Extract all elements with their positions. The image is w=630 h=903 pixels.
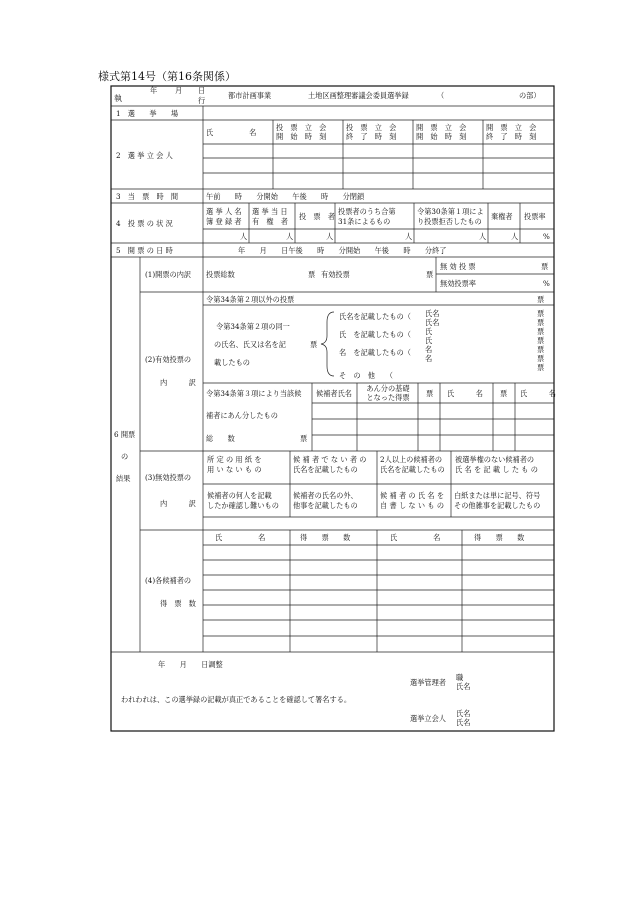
row2-col-count-start-1: 開 票 立 会 [416,123,467,132]
row3-label: 3 当 票 時 間 [116,192,179,201]
row4-h4b: 31条によるもの [338,217,391,226]
invalid-bottom-2b: 他事を記載したもの [293,501,358,510]
invalid-bottom-3a: 候 補 者 の 氏 名 を [380,491,445,500]
footer-adjust-date: 年 月 日調整 [158,660,223,669]
invalid-bottom-2a: 候補者の氏名の外、 [293,491,358,500]
invalid-bottom-4a: 白紙または単に記号、符号 [454,491,541,500]
vote-unit-1: 票 [537,309,545,318]
row1-label: 1 選 挙 場 [116,109,179,118]
row4-h5b: り投票拒否したもの [417,217,482,226]
row4-h2b: 有 権 者 [252,217,288,226]
row3-value: 午前 時 分開始 午後 時 分閉鎖 [206,192,365,201]
invalid-top-4a: 被選挙権のない候補者の [455,455,535,464]
candidates-th-name-2: 氏 名 [390,533,441,542]
candidates-th-votes-1: 得 票 数 [300,533,351,542]
invalid-top-4b: 氏 名 を 記 載 し た も の [455,465,538,474]
brace-item-4: そ の 他 （ [339,371,393,380]
valid-breakdown-label-1: (2)有効投票の [145,355,192,364]
name-entry-3: 氏 [425,327,433,336]
row5-value: 年 月 日午後 時 分開始 午後 時 分終了 [238,246,447,255]
invalid-bottom-1a: 候補者の何人を記載 [207,491,272,500]
row4-unit4: 人 [405,232,413,241]
section6-label-1: 6 開票 [114,430,136,439]
brace-item-2: 氏 を記載したもの（ [339,330,411,339]
breakdown-invalid: 無 効 投 票 [440,262,476,271]
header-project: 都市計画事業 [228,91,272,100]
name-entry-2: 氏名 [425,318,440,327]
header-gyo: 行 [198,96,206,105]
row2-col-voting-end-2: 終 了 時 刻 [346,132,397,141]
prorated-line-1: 令第34条第３項により当該候 [206,389,302,398]
row2-col-count-end-1: 開 票 立 会 [486,123,537,132]
valid-other-than-unit: 票 [537,295,545,304]
prorated-th-unit: 票 [426,389,434,398]
prorated-total-unit: 票 [300,434,308,443]
invalid-top-2a: 候 補 者 で な い 者 の [293,455,367,464]
prorated-th-name-1: 氏 名 [447,389,483,398]
outer-frame [111,86,554,731]
breakdown-valid-unit: 票 [426,270,434,279]
header-paren: （ [437,91,445,100]
invalid-top-1b: 用 い な い も の [207,465,262,474]
name-entry-1: 氏名 [425,309,440,318]
vote-unit-6: 票 [537,354,545,363]
vote-unit-5: 票 [537,345,545,354]
row4-unit3: 人 [326,232,334,241]
name-entry-4: 氏 [425,336,433,345]
prorated-th-name-2: 氏 名 [520,389,556,398]
row4-unit7: % [543,232,550,241]
invalid-top-3a: 2人以上の候補者の [380,455,443,464]
valid-other-than: 令第34条第２項以外の投票 [206,295,295,304]
prorated-total: 総 数 [206,434,235,443]
vote-unit-4: 票 [537,336,545,345]
candidates-label-2: 得 票 数 [160,599,196,608]
header-record-title: 土地区画整理審議会委員選挙録 [308,91,409,100]
prorated-line-2: 補者にあん分したもの [206,411,278,420]
row4-unit5: 人 [479,232,487,241]
footer-statement: われわれは、この選挙録の記載が真正であることを確認して署名する。 [121,695,352,704]
row5-label: 5 開 票 の 日 時 [116,246,173,255]
row2-col-voting-start-2: 開 始 時 刻 [276,132,327,141]
footer-witness-name-1: 氏名 [456,709,471,718]
footer-witness-name-2: 氏名 [456,718,471,727]
breakdown-percent-unit: % [543,279,550,288]
header-month: 月 [175,86,183,95]
prorated-th-basis: あん分の基礎 となった得票 [366,384,410,402]
invalid-bottom-3b: 自 書 し な い も の [380,501,445,510]
footer-manager-title: 職 [456,673,464,682]
footer-manager-label: 選挙管理者 [410,678,446,687]
candidates-th-votes-2: 得 票 数 [474,533,525,542]
vote-unit-7: 票 [537,363,545,372]
row2-col-voting-start-1: 投 票 立 会 [276,123,327,132]
header-section-suffix: の部） [519,91,541,100]
row4-h7: 投票率 [524,212,546,221]
invalid-bottom-4b: その他雑事を記載したもの [454,501,541,510]
header-shikko: 執 [114,94,122,103]
row4-h1b: 簿 登 録 者 [206,217,242,226]
brace-item-1: 氏名を記載したもの（ [339,312,411,321]
vote-unit-3: 票 [537,327,545,336]
row4-unit2: 人 [286,232,294,241]
row2-col-count-start-2: 開 始 時 刻 [416,132,467,141]
section6-label-3: 結果 [116,474,131,483]
same-name-line-2: の氏名、氏又は名を記 [214,340,286,349]
row4-h2a: 選 挙 当 日 [252,207,288,216]
name-entry-6: 名 [425,354,433,363]
row4-label: 4 投 票 の 状 況 [116,219,173,228]
candidates-label-1: (4)各候補者の [145,576,192,585]
footer-witness-label: 選挙立会人 [410,714,446,723]
breakdown-label: (1)開票の内訳 [145,270,192,279]
form-title: 様式第14号（第16条関係） [98,70,236,83]
row4-h4a: 投票者のうち合第 [338,207,396,216]
vote-unit-2: 票 [537,318,545,327]
prorated-th-candidate: 候補者氏名 [316,389,352,398]
name-entry-5: 名 [425,345,433,354]
breakdown-total-unit: 票 [308,270,316,279]
same-name-line-3: 載したもの [214,358,250,367]
same-name-unit: 票 [310,340,318,349]
row4-h1a: 選 挙 人 名 [206,207,242,216]
breakdown-valid: 有効投票 [321,270,350,279]
valid-breakdown-label-2: 内 訳 [160,378,196,387]
prorated-th-unit-2: 票 [500,389,508,398]
breakdown-total: 投票総数 [206,270,235,279]
row4-h5a: 令第30条第１項によ [417,207,484,216]
invalid-breakdown-label-2: 内 訳 [160,499,196,508]
row2-col-count-end-2: 終 了 時 刻 [486,132,537,141]
section6-label-2: の [121,452,129,461]
row4-h3: 投 票 者 [299,212,335,221]
row4-h6: 棄権者 [491,212,513,221]
invalid-top-3b: 氏名を記載したもの [380,465,445,474]
row2-col-name: 氏 名 [206,128,257,137]
header-year: 年 [150,86,158,95]
row2-label: 2 選 挙 立 会 人 [116,151,173,160]
breakdown-invalid-unit: 票 [541,262,549,271]
row4-unit1: 人 [240,232,248,241]
footer-manager-name: 氏名 [456,682,471,691]
invalid-top-2b: 氏名を記載したもの [293,465,358,474]
breakdown-invalid-rate: 無効投票率 [440,279,476,288]
row4-unit6: 人 [511,232,519,241]
candidates-th-name-1: 氏 名 [215,533,266,542]
invalid-bottom-1b: したか確認し難いもの [207,501,279,510]
header-day: 日 [198,86,206,95]
same-name-line-1: 令第34条第２項の同一 [216,322,290,331]
row2-col-voting-end-1: 投 票 立 会 [346,123,397,132]
invalid-top-1a: 所 定 の 用 紙 を [207,455,262,464]
brace-item-3: 名 を記載したもの（ [339,348,411,357]
invalid-breakdown-label-1: (3)無効投票の [145,473,192,482]
